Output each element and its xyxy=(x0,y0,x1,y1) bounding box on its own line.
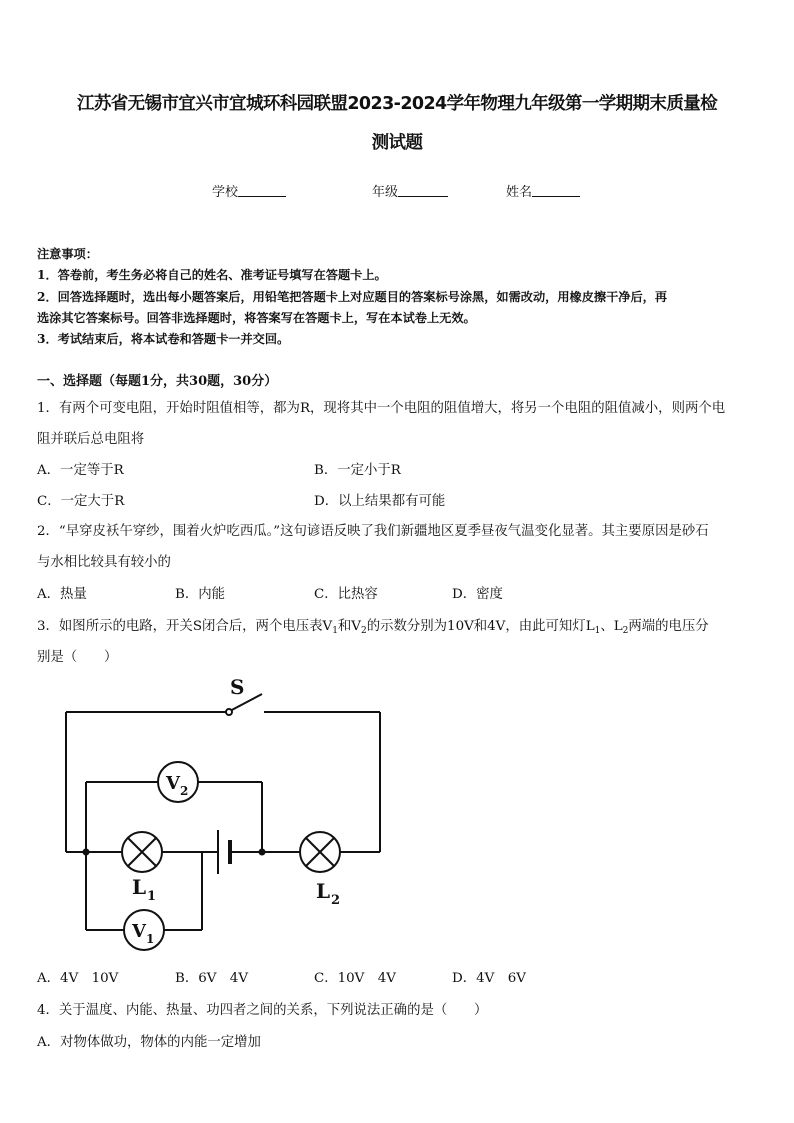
q1-text-line1: 1．有两个可变电阻，开始时阻值相等，都为R，现将其中一个电阻的阻值增大，将另一个电阻的阻值减小，则两个电 xyxy=(37,401,726,416)
section-heading: 一、选择题（每题1分，共30题，30分） xyxy=(37,374,278,389)
q1-option-a[interactable]: A．一定等于R xyxy=(37,463,124,478)
note-item: 选涂其它答案标号。回答非选择题时，将答案写在答题卡上，写在本试卷上无效。 xyxy=(37,311,476,325)
switch-label: S xyxy=(230,675,245,699)
school-label: 学校 xyxy=(212,185,239,200)
circuit-diagram xyxy=(58,672,398,962)
q1-text-line2: 阻并联后总电阻将 xyxy=(37,432,145,447)
l1-subscript: 1 xyxy=(147,889,157,904)
v2-subscript: 2 xyxy=(180,784,189,798)
q3-option-c[interactable]: C．10V 4V xyxy=(314,971,396,986)
q1-option-b[interactable]: B．一定小于R xyxy=(314,463,401,478)
q4-option-a[interactable]: A．对物体做功，物体的内能一定增加 xyxy=(37,1035,261,1050)
grade-blank[interactable] xyxy=(398,184,448,197)
grade-field[interactable] xyxy=(372,181,448,200)
q1-option-d[interactable]: D．以上结果都有可能 xyxy=(314,494,446,509)
q2-option-c[interactable]: C．比热容 xyxy=(314,587,378,602)
junction-dot xyxy=(83,849,90,856)
name-field[interactable] xyxy=(506,181,580,200)
q2-option-d[interactable]: D．密度 xyxy=(452,587,503,602)
school-field[interactable] xyxy=(212,181,286,200)
q3-option-a[interactable]: A．4V 10V xyxy=(37,971,119,986)
q2-option-a[interactable]: A．热量 xyxy=(37,587,87,602)
l1-label: L xyxy=(132,875,147,899)
v1-subscript: 1 xyxy=(146,932,155,946)
v2-label: V xyxy=(166,773,180,794)
l2-subscript: 2 xyxy=(331,893,341,908)
name-label: 姓名 xyxy=(506,185,533,200)
note-item: 1．答卷前，考生务必将自己的姓名、准考证号填写在答题卡上。 xyxy=(37,268,387,282)
q3-option-d[interactable]: D．4V 6V xyxy=(452,971,526,986)
notes-heading: 注意事项： xyxy=(37,247,98,261)
q3-text-line1: 3．如图所示的电路，开关S闭合后，两个电压表$V_1$和$V_2$的示数分别为10V和4V，由此可知灯$L_1$、$L_2$两端的电压分 xyxy=(37,619,709,636)
q3-option-b[interactable]: B．6V 4V xyxy=(175,971,249,986)
q2-text-line1: 2．“早穿皮袄午穿纱，围着火炉吃西瓜。”这句谚语反映了我们新疆地区夏季昼夜气温变化显著。其主要原因是砂石 xyxy=(37,524,709,539)
q3-text-line2: 别是（ ） xyxy=(37,650,118,665)
q2-text-line2: 与水相比较具有较小的 xyxy=(37,555,171,570)
q4-text-line1: 4．关于温度、内能、热量、功四者之间的关系，下列说法正确的是（ ） xyxy=(37,1003,488,1018)
note-item: 2．回答选择题时，选出每小题答案后，用铅笔把答题卡上对应题目的答案标号涂黑，如需改动，用橡皮擦干净后，再 xyxy=(37,290,668,304)
q2-option-b[interactable]: B．内能 xyxy=(175,587,226,602)
exam-title-line1: 江苏省无锡市宜兴市宜城环科园联盟2023-2024学年物理九年级第一学期期末质量检 xyxy=(76,94,718,114)
v1-label: V xyxy=(132,921,146,942)
grade-label: 年级 xyxy=(372,185,399,200)
school-blank[interactable] xyxy=(238,184,286,197)
exam-title-line2: 测试题 xyxy=(371,133,423,153)
q1-option-c[interactable]: C．一定大于R xyxy=(37,494,125,509)
l2-label: L xyxy=(316,879,331,903)
junction-dot xyxy=(259,849,266,856)
note-item: 3．考试结束后，将本试卷和答题卡一并交回。 xyxy=(37,332,290,346)
name-blank[interactable] xyxy=(532,184,580,197)
switch-contact xyxy=(226,709,232,715)
